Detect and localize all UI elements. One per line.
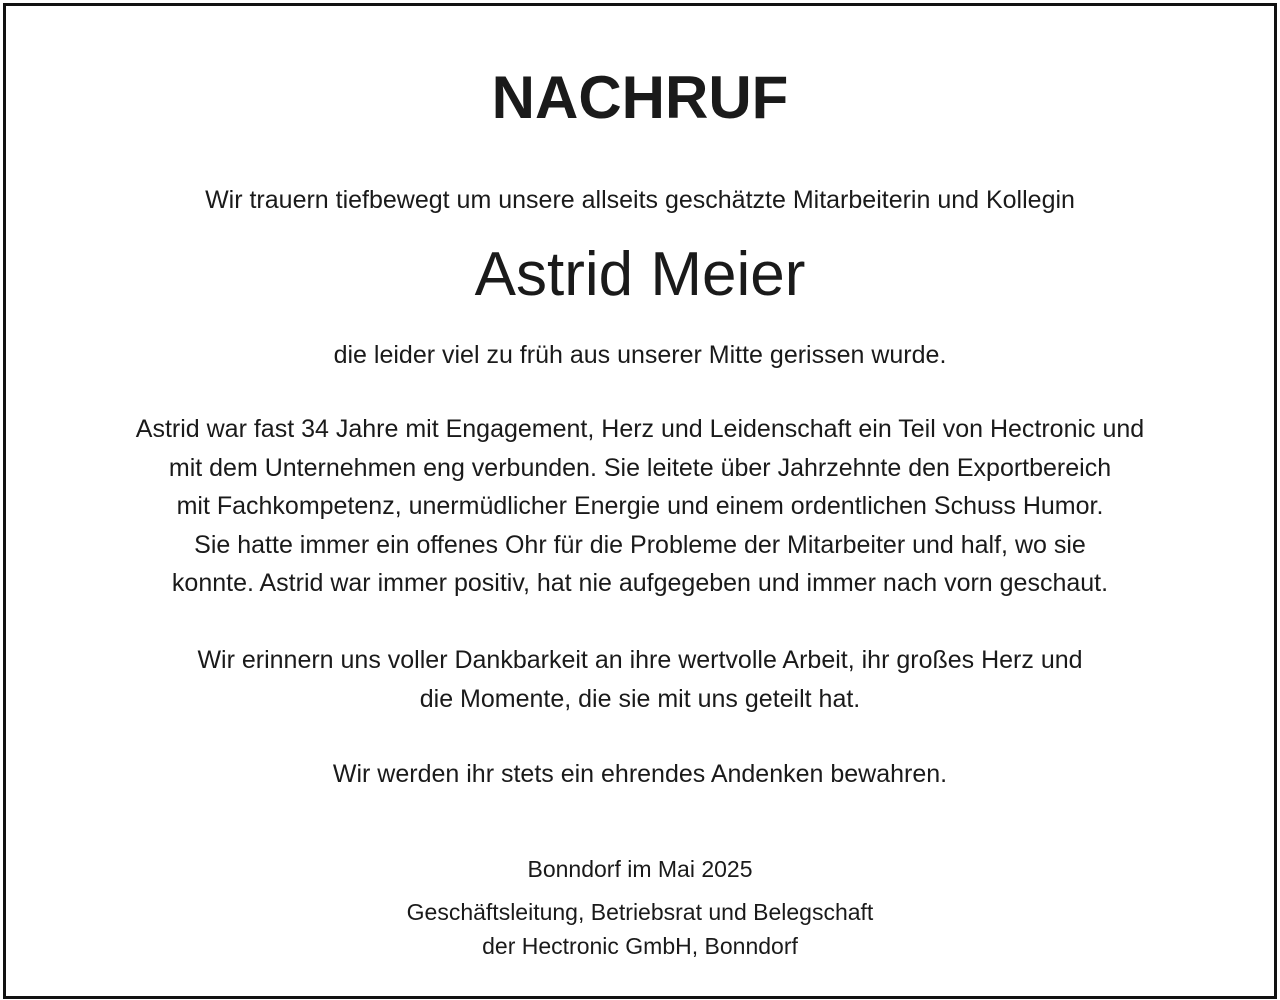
deceased-name: Astrid Meier — [474, 240, 806, 309]
tribute-line: mit Fachkompetenz, unermüdlicher Energie und einem ordentlichen Schuss Humor. — [176, 492, 1104, 520]
gratitude-paragraph — [0, 641, 1280, 718]
tribute-paragraph — [0, 410, 1280, 603]
closing-line: Wir werden ihr stets ein ehrendes Andenken bewahren. — [332, 760, 948, 788]
signers-block — [0, 895, 1280, 963]
tribute-line: konnte. Astrid war immer positiv, hat nie aufgegeben und immer nach vorn geschaut. — [171, 569, 1109, 597]
signer-line: Geschäftsleitung, Betriebsrat und Belegschaft — [406, 899, 874, 925]
tribute-line: Sie hatte immer ein offenes Ohr für die Probleme der Mitarbeiter und half, wo sie — [194, 530, 1086, 559]
tribute-line: mit dem Unternehmen eng verbunden. Sie leitete über Jahrzehnte den Exportbereich — [168, 453, 1112, 482]
intro-line: Wir trauern tiefbewegt um unsere allseits geschätzte Mitarbeiterin und Kollegin — [205, 186, 1075, 214]
tribute-line: Astrid war fast 34 Jahre mit Engagement, Herz und Leidenschaft ein Teil von Hectronic und — [135, 415, 1145, 443]
gratitude-line: die Momente, die sie mit uns geteilt hat. — [419, 684, 861, 713]
gratitude-line: Wir erinnern uns voller Dankbarkeit an ihre wertvolle Arbeit, ihr großes Herz und — [197, 646, 1083, 674]
notice-heading: NACHRUF — [491, 64, 789, 131]
after-name-line: die leider viel zu früh aus unserer Mitte gerissen wurde. — [333, 341, 947, 369]
place-date: Bonndorf im Mai 2025 — [527, 856, 753, 882]
signer-line: der Hectronic GmbH, Bonndorf — [482, 933, 798, 959]
